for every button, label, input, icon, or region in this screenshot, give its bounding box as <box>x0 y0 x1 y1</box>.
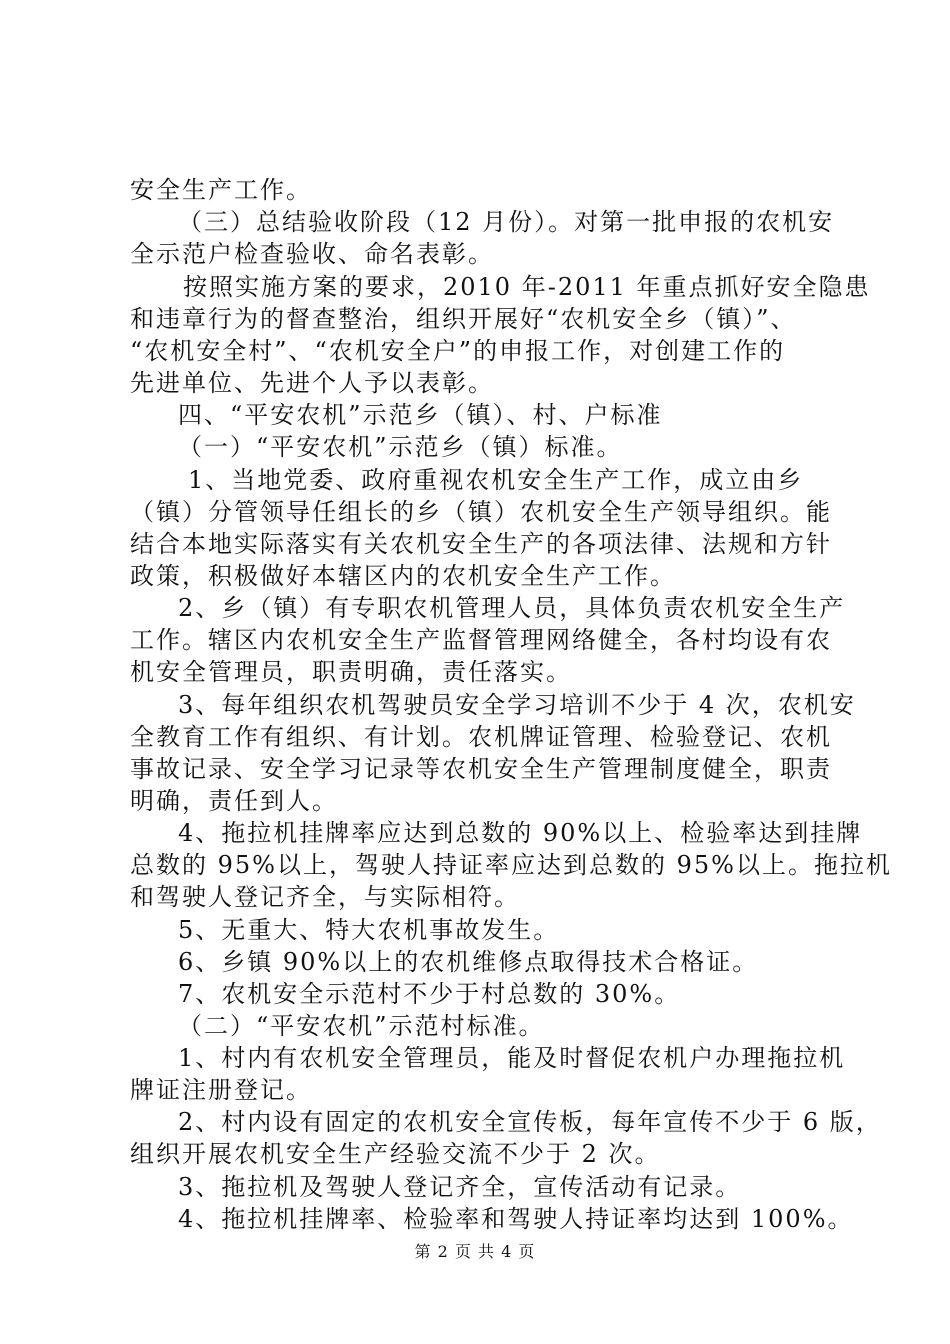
text-line: 2、村内设有固定的农机安全宣传板，每年宣传不少于 6 版， <box>178 1108 882 1136</box>
text-line: 先进单位、先进个人予以表彰。 <box>130 369 494 397</box>
text-line: 全教育工作有组织、有计划。农机牌证管理、检验登记、农机 <box>130 723 832 751</box>
text-line: 事故记录、安全学习记录等农机安全生产管理制度健全，职责 <box>130 755 832 783</box>
text-line: 6、乡镇 90%以上的农机维修点取得技术合格证。 <box>178 948 759 976</box>
text-line: 1、当地党委、政府重视农机安全生产工作，成立由乡 <box>188 466 804 494</box>
subsection-heading: （一）“平安农机”示范乡（镇）标准。 <box>178 433 623 461</box>
section-heading: 四、“平安农机”示范乡（镇）、村、户标准 <box>178 401 663 429</box>
text-line: 7、农机安全示范村不少于村总数的 30%。 <box>178 980 681 1008</box>
text-line: （镇）分管领导任组长的乡（镇）农机安全生产领导组织。能 <box>130 498 832 526</box>
text-line: 按照实施方案的要求，2010 年-2011 年重点抓好安全隐患 <box>183 273 871 301</box>
text-line: 5、无重大、特大农机事故发生。 <box>178 916 560 944</box>
text-line: 结合本地实际落实有关农机安全生产的各项法律、法规和方针 <box>130 530 832 558</box>
text-line: 组织开展农机安全生产经验交流不少于 2 次。 <box>130 1140 661 1168</box>
text-line: 和违章行为的督查整治，组织开展好“农机安全乡（镇）”、 <box>130 305 797 333</box>
text-line: 安全生产工作。 <box>130 176 312 204</box>
text-line: 工作。辖区内农机安全生产监督管理网络健全，各村均设有农 <box>130 626 832 654</box>
subsection-heading: （二）“平安农机”示范村标准。 <box>178 1012 545 1040</box>
text-line: 4、拖拉机挂牌率、检验率和驾驶人持证率均达到 100%。 <box>178 1205 854 1233</box>
text-line: 总数的 95%以上，驾驶人持证率应达到总数的 95%以上。拖拉机 <box>130 851 892 879</box>
text-line: 牌证注册登记。 <box>130 1076 312 1104</box>
text-line: “农机安全村”、“农机安全户”的申报工作，对创建工作的 <box>130 337 786 365</box>
text-line: 4、拖拉机挂牌率应达到总数的 90%以上、检验率达到挂牌 <box>178 819 863 847</box>
text-line: 3、拖拉机及驾驶人登记齐全，宣传活动有记录。 <box>178 1173 742 1201</box>
text-line: 机安全管理员，职责明确，责任落实。 <box>130 658 572 686</box>
text-line: （三）总结验收阶段（12 月份）。对第一批申报的农机安 <box>178 208 835 236</box>
text-line: 明确，责任到人。 <box>130 787 338 815</box>
text-line: 政策，积极做好本辖区内的农机安全生产工作。 <box>130 562 676 590</box>
text-line: 1、村内有农机安全管理员，能及时督促农机户办理拖拉机 <box>178 1044 846 1072</box>
text-line: 3、每年组织农机驾驶员安全学习培训不少于 4 次，农机安 <box>178 691 856 719</box>
text-line: 全示范户检查验收、命名表彰。 <box>130 240 494 268</box>
text-line: 和驾驶人登记齐全，与实际相符。 <box>130 883 520 911</box>
page-number-footer: 第 2 页 共 4 页 <box>414 1242 536 1261</box>
text-line: 2、乡（镇）有专职农机管理人员，具体负责农机安全生产 <box>178 594 846 622</box>
